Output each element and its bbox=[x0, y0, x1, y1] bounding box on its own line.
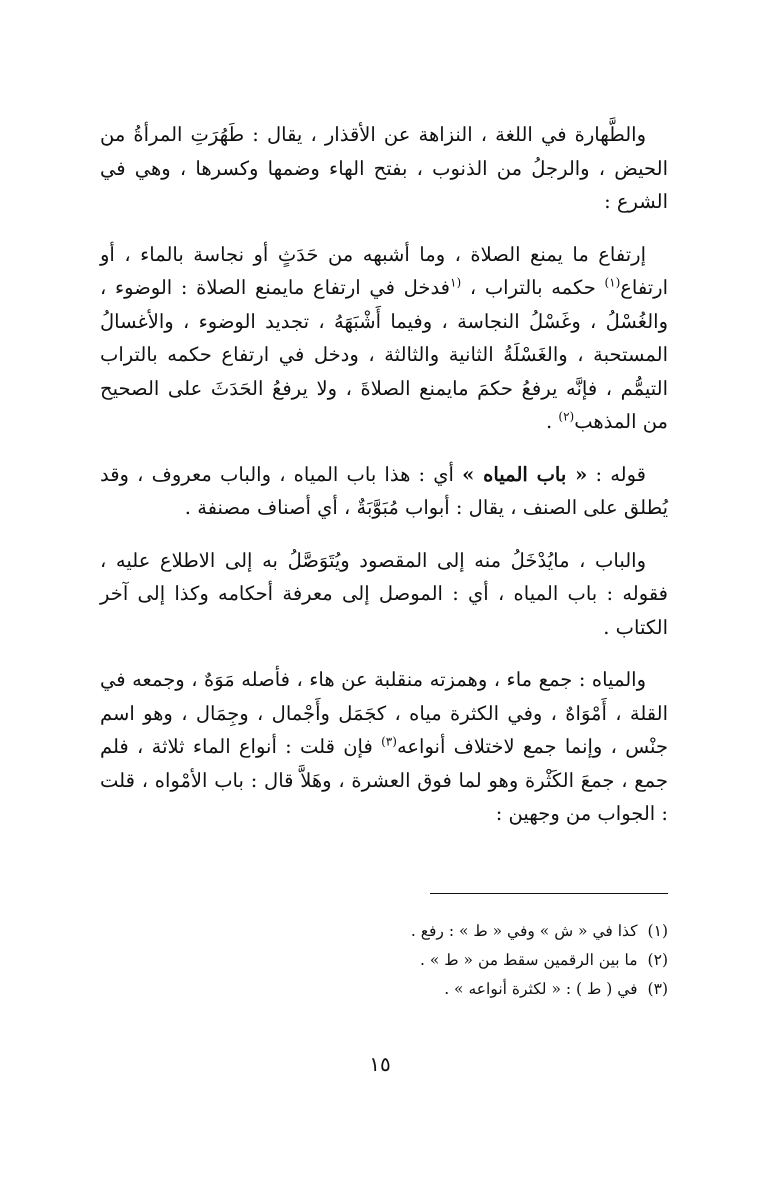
heading-term: « باب المياه » bbox=[462, 462, 588, 486]
range-mark: (١ bbox=[450, 275, 462, 290]
paragraph-5-part-b: فإن قلت : أنواع الماء ثلاثة ، فلم جمع ، جمعَ الكَثْرة وهو لما فوق العشرة ، وهَلاَّ قال : باب الأمْواه ، قلت : الجواب من وجهين : bbox=[100, 735, 668, 825]
paragraph-2-part-a: إرتفاع ما يمنع الصلاة ، وما أشبهه من حَدَثٍ أو نجاسة بالماء ، أو ارتفاع bbox=[100, 242, 668, 299]
footnote-3-text: في ( ط ) : « لكثرة أنواعه » . bbox=[444, 980, 638, 998]
main-text bbox=[100, 118, 668, 850]
footnote-1-number: (١) bbox=[647, 922, 668, 940]
paragraph-2-part-b: حكمه بالتراب ، bbox=[461, 276, 605, 299]
footnote-separator bbox=[430, 893, 668, 894]
footnote-2 bbox=[100, 946, 668, 975]
footnote-1-text: كذا في « ش » وفي « ط » : رفع . bbox=[410, 922, 638, 940]
paragraph-5 bbox=[100, 663, 668, 831]
paragraph-4: والباب ، مايُدْخَلُ منه إلى المقصود ويُتَوَصَّلُ به إلى الاطلاع عليه ، فقوله : باب المياه ، أي : الموصل إلى معرفة أحكامه وكذا إلى آخر الكتاب . bbox=[100, 548, 668, 639]
paragraph-3 bbox=[100, 458, 668, 525]
footnote-2-number: (٢) bbox=[647, 951, 668, 969]
paragraph-1: والطَّهارة في اللغة ، النزاهة عن الأقذار ، يقال : طَهُرَتِ المرأةُ من الحيض ، والرجلُ من الذنوب ، بفتح الهاء وضمها وكسرها ، وهي في الشرع : bbox=[100, 123, 668, 213]
paragraph-5-part-a: والمياه : جمع ماء ، وهمزته منقلبة عن هاء ، فأصله مَوَهٌ ، وجمعه في القلة ، أَمْوَاهٌ ، وفي الكثرة مياه ، كجَمَل وأَجْمال ، وجِمَال ، وهو اسم جنْس ، وإنما جمع لاختلاف أنواعه bbox=[100, 668, 668, 758]
page-number: ١٥ bbox=[369, 1052, 391, 1076]
footnote-3 bbox=[100, 975, 668, 1004]
footnote-ref-2: (٢) bbox=[558, 409, 575, 424]
footnote-1 bbox=[100, 917, 668, 946]
paragraph-3-lead: قوله : bbox=[587, 462, 646, 486]
paragraph-2 bbox=[100, 238, 668, 439]
paragraph-2-part-c: فدخل في ارتفاع مايمنع الصلاة : الوضوء ، والغُسْلُ ، وغَسْلُ النجاسة ، وفيما أَشْبَهَهُ ، تجديد الوضوء ، والأغسالُ المستحبة ، والغَسْلَةُ الثانية والثالثة ، ودخل في ارتفاع حكمه بالتراب التيمُّم ، فإنَّه يرفعُ حكمَ مايمنع الصلاةَ ، ولا يرفعُ الحَدَثَ على الصحيح من المذهب bbox=[100, 276, 668, 433]
footnotes bbox=[100, 917, 668, 1004]
paragraph-3-rest: أي : هذا باب المياه ، والباب معروف ، وقد يُطلق على الصنف ، يقال : أبواب مُبَوَّبَةٌ ، أي أصناف مصنفة . bbox=[100, 462, 668, 519]
paragraph-2-part-d: . bbox=[545, 410, 559, 433]
footnote-ref-3: (٣) bbox=[381, 734, 397, 749]
footnote-2-text: ما بين الرقمين سقط من « ط » . bbox=[420, 951, 638, 969]
footnote-3-number: (٣) bbox=[647, 980, 668, 998]
footnote-ref-1: (١) bbox=[604, 275, 621, 290]
